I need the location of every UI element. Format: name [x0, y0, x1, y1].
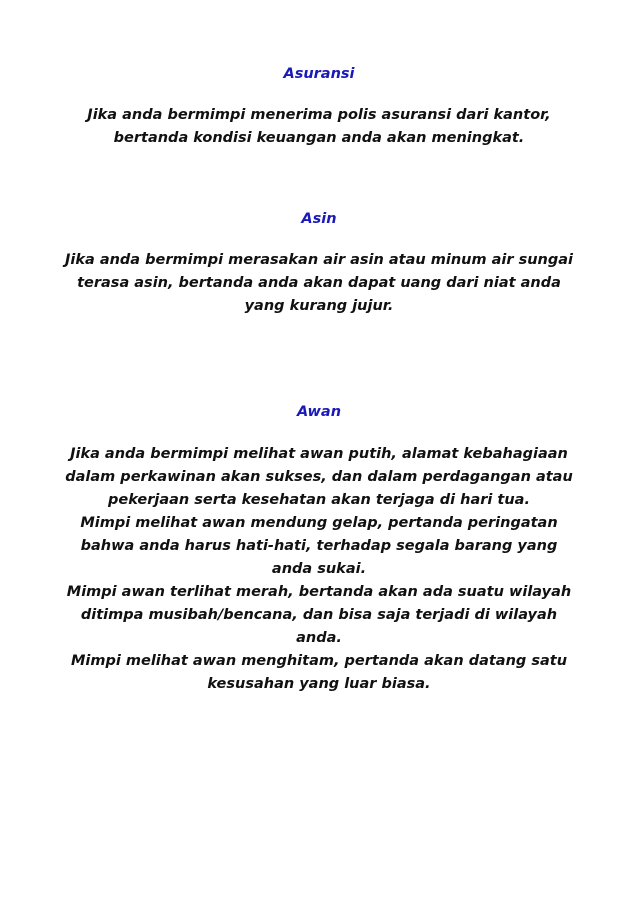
entry-body: [58, 249, 580, 318]
entry-asuransi: [58, 63, 580, 150]
entry-line: bahwa anda harus hati-hati, terhadap segala barang yang: [80, 538, 558, 554]
entry-line: ditimpa musibah/bencana, dan bisa saja terjadi di wilayah: [80, 607, 558, 623]
entry-title: Asin: [301, 211, 337, 227]
entry-line: Jika anda bermimpi menerima polis asuransi dari kantor,: [87, 107, 551, 123]
entry-line: Mimpi melihat awan mendung gelap, pertanda peringatan: [80, 515, 558, 531]
entry-awan: [58, 401, 580, 696]
entry-line: anda sukai.: [271, 561, 367, 577]
entry-body: [58, 104, 580, 150]
entry-body: [58, 443, 580, 696]
entry-line: Mimpi awan terlihat merah, bertanda akan ada suatu wilayah: [66, 584, 572, 600]
entry-line: dalam perkawinan akan sukses, dan dalam perdagangan atau: [65, 469, 573, 485]
entry-line: bertanda kondisi keuangan anda akan meningkat.: [113, 130, 525, 146]
entry-line: anda.: [296, 630, 342, 646]
entry-line: Jika anda bermimpi melihat awan putih, alamat kebahagiaan: [70, 446, 568, 462]
entry-line: Mimpi melihat awan menghitam, pertanda akan datang satu: [70, 653, 568, 669]
entry-line: yang kurang jujur.: [244, 298, 394, 314]
entry-title: Asuransi: [283, 66, 355, 82]
entry-line: kesusahan yang luar biasa.: [207, 676, 431, 692]
entry-line: pekerjaan serta kesehatan akan terjaga di hari tua.: [108, 492, 530, 508]
entry-asin: [58, 208, 580, 318]
entry-title: Awan: [296, 404, 342, 420]
entry-line: Jika anda bermimpi merasakan air asin atau minum air sungai: [64, 252, 574, 268]
entry-line: terasa asin, bertanda anda akan dapat uang dari niat anda: [77, 275, 561, 291]
